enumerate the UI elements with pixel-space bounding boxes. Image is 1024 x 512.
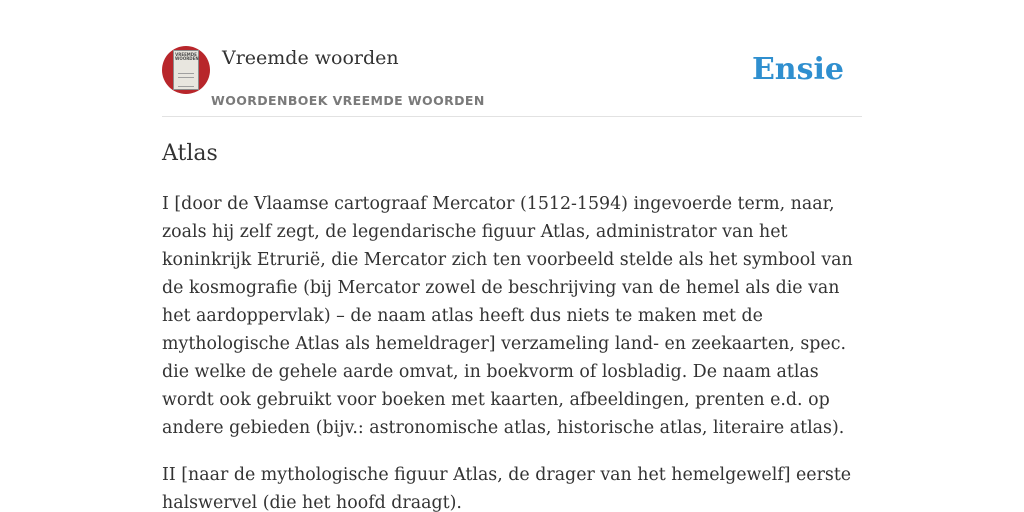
book-cover-icon	[173, 50, 199, 90]
site-title-link[interactable]: Vreemde woorden	[222, 47, 399, 69]
definition-paragraph-2: II [naar de mythologische figuur Atlas, de drager van het hemelgewelf] eerste halswervel (die het hoofd draagt).	[162, 465, 852, 512]
book-cover-line	[178, 86, 194, 87]
entry-title: Atlas	[162, 141, 218, 166]
entry-content	[162, 138, 862, 512]
book-cover-line	[178, 73, 194, 74]
book-cover-title: VREEMDE WOORDEN	[175, 52, 199, 61]
site-header	[162, 46, 862, 117]
avatar[interactable]	[162, 46, 210, 94]
definition-paragraph-1: I [door de Vlaamse cartograaf Mercator (1512-1594) ingevoerde term, naar, zoals hij zelf zegt, de legendarische figuur Atlas, administrator van het koninkrijk Etrurië, die Mercator zich ten voorbeeld stelde als het symbool van de kosmografie (bij Mercator zowel de beschrijving van de hemel als die van het aardoppervlak) – de naam atlas heeft dus niets te maken met de mythologische Atlas als hemeldrager] verzameling land- en zeekaarten, spec. die welke de gehele aarde omvat, in boekvorm of losbladig. De naam atlas wordt ook gebruikt voor boeken met kaarten, afbeeldingen, prenten e.d. op andere gebieden (bijv.: astronomische atlas, historische atlas, literaire atlas).	[162, 194, 853, 438]
book-cover-line	[178, 77, 194, 78]
ensie-logo-link[interactable]: Ensie	[751, 52, 844, 87]
site-subtitle: WOORDENBOEK VREEMDE WOORDEN	[211, 93, 485, 108]
